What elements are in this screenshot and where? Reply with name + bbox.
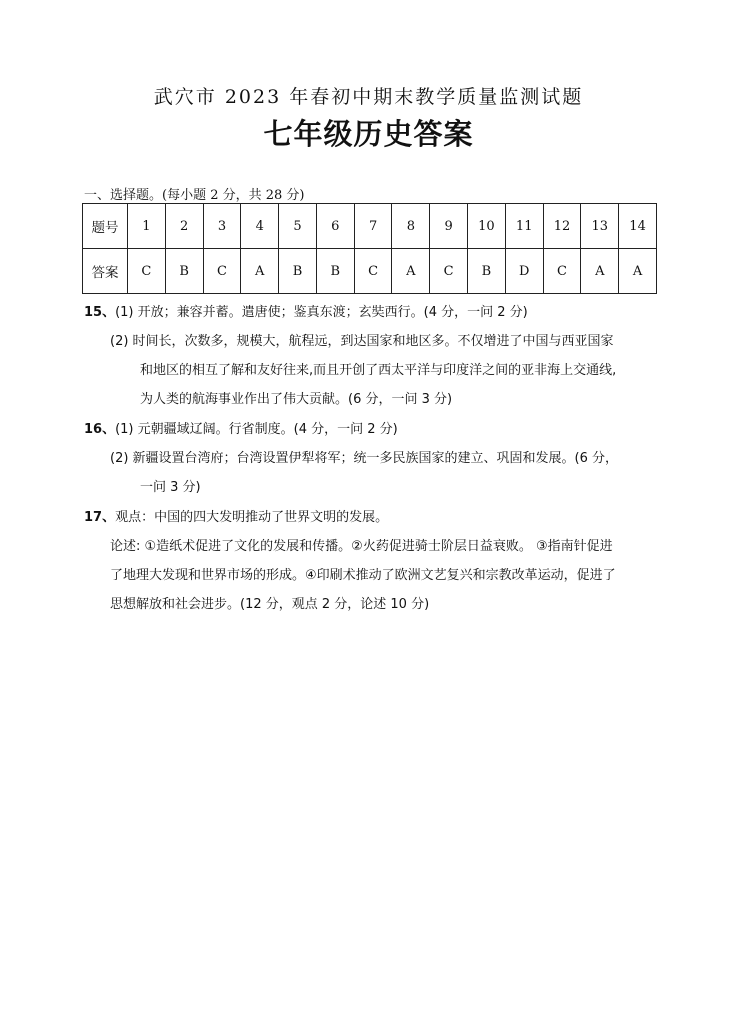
table-cell-number: 12	[543, 204, 581, 249]
table-cell-answer: A	[581, 249, 619, 294]
table-cell-number: 5	[279, 204, 317, 249]
question-15-part-2-line-1: (2) 时间长，次数多，规模大，航程远，到达国家和地区多。不仅增进了中国与西亚国家	[110, 334, 614, 349]
question-number: 16、	[84, 422, 116, 437]
table-cell-answer: A	[619, 249, 657, 294]
table-cell-answer: B	[468, 249, 506, 294]
table-cell-answer: C	[128, 249, 166, 294]
question-16-part-2-line-1: (2) 新疆设置台湾府；台湾设置伊犁将军；统一多民族国家的建立、巩固和发展。(6 分，	[110, 451, 619, 466]
question-15-part-2-line-3: 为人类的航海事业作出了伟大贡献。(6 分，一问 3 分)	[140, 392, 453, 407]
table-cell-number: 6	[316, 204, 354, 249]
question-17-argument-line-3: 思想解放和社会进步。(12 分，观点 2 分，论述 10 分)	[110, 597, 430, 612]
table-cell-number: 14	[619, 204, 657, 249]
table-cell-number: 10	[468, 204, 506, 249]
table-cell-number: 11	[505, 204, 543, 249]
table-cell-number: 4	[241, 204, 279, 249]
answer-text: 观点：中国的四大发明推动了世界文明的发展。	[115, 510, 389, 525]
answer-text: (1) 元朝疆域辽阔。行省制度。(4 分，一问 2 分)	[115, 422, 398, 437]
table-cell-number: 2	[165, 204, 203, 249]
question-16-answer	[84, 415, 664, 502]
answer-table	[82, 203, 657, 294]
table-cell-answer: C	[354, 249, 392, 294]
question-17-answer	[84, 503, 664, 619]
table-cell-answer: B	[165, 249, 203, 294]
question-number: 15、	[84, 305, 116, 320]
table-cell-number: 8	[392, 204, 430, 249]
table-cell-number: 3	[203, 204, 241, 249]
question-15-answer	[84, 298, 664, 414]
question-17-argument-line-2: 了地理大发现和世界市场的形成。④印刷术推动了欧洲文艺复兴和宗教改革运动，促进了	[110, 568, 616, 583]
table-row-label: 答案	[83, 249, 128, 294]
question-15-part-1	[84, 298, 664, 327]
question-17-viewpoint	[84, 503, 664, 532]
table-cell-answer: D	[505, 249, 543, 294]
table-cell-answer: A	[241, 249, 279, 294]
table-cell-number: 13	[581, 204, 619, 249]
table-cell-answer: C	[203, 249, 241, 294]
question-15-part-2-line-2: 和地区的相互了解和友好往来,而且开创了西太平洋与印度洋之间的亚非海上交通线,	[140, 363, 617, 378]
table-cell-answer: B	[316, 249, 354, 294]
question-16-part-2-line-2: 一问 3 分)	[140, 480, 201, 495]
table-row-label: 题号	[83, 204, 128, 249]
page-title: 七年级历史答案	[263, 117, 474, 151]
exam-title: 武穴市 2023 年春初中期末教学质量监测试题	[153, 86, 584, 108]
question-17-argument-line-1: 论述: ①造纸术促进了文化的发展和传播。②火药促进骑士阶层日益衰败。 ③指南针促进	[110, 539, 613, 554]
answer-text: (1) 开放；兼容并蓄。遣唐使；鉴真东渡；玄奘西行。(4 分，一问 2 分)	[115, 305, 528, 320]
table-cell-answer: A	[392, 249, 430, 294]
table-cell-number: 1	[128, 204, 166, 249]
question-16-part-1	[84, 415, 664, 444]
table-cell-number: 9	[430, 204, 468, 249]
table-row-question-numbers	[83, 204, 657, 249]
table-row-answers	[83, 249, 657, 294]
table-cell-answer: B	[279, 249, 317, 294]
table-cell-answer: C	[430, 249, 468, 294]
section-heading-multiple-choice: 一、选择题。(每小题 2 分，共 28 分)	[84, 188, 305, 203]
table-cell-answer: C	[543, 249, 581, 294]
table-cell-number: 7	[354, 204, 392, 249]
question-number: 17、	[84, 510, 116, 525]
